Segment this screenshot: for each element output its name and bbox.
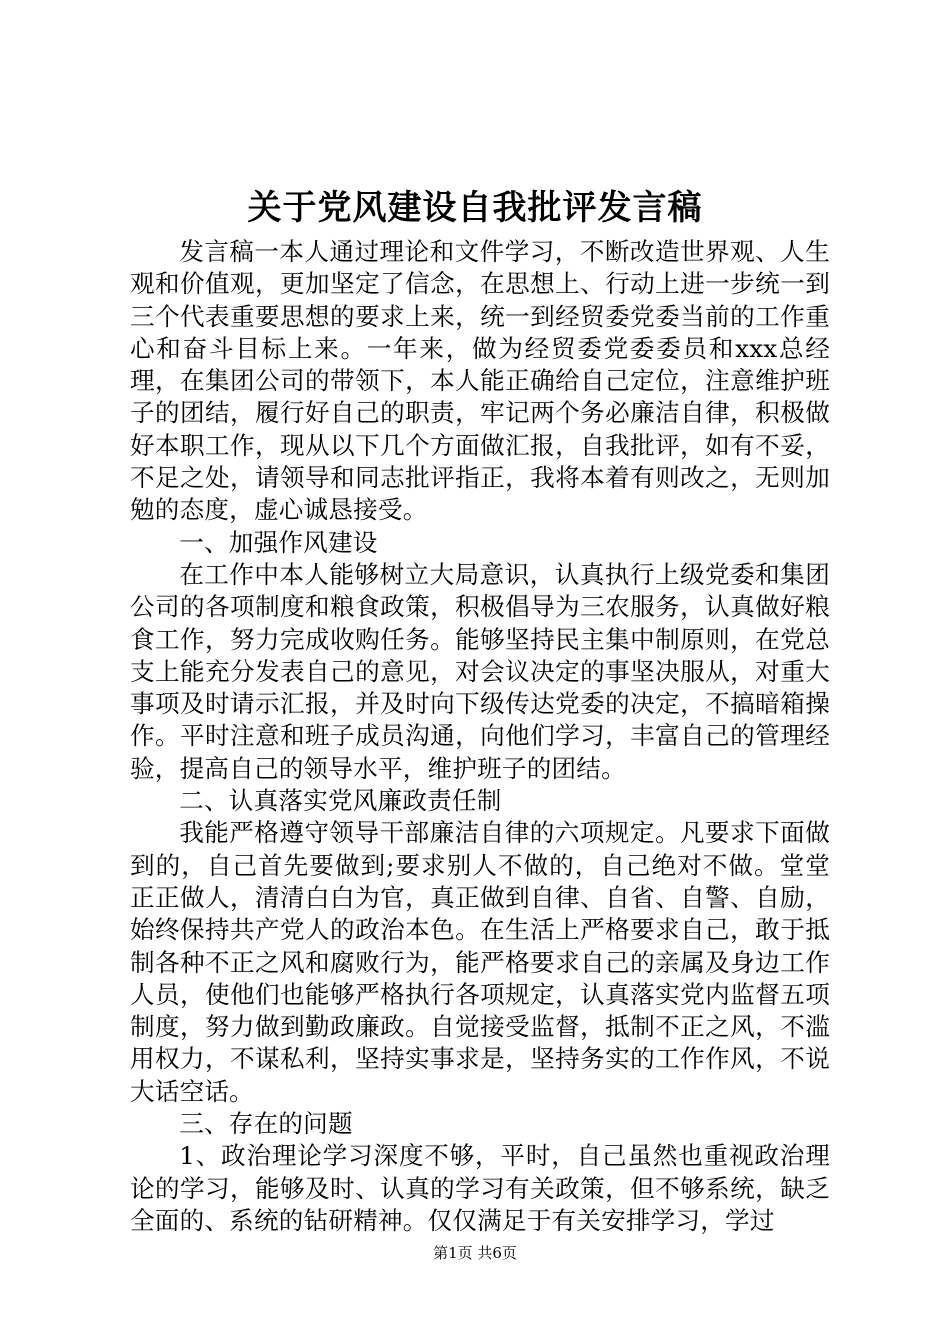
section-heading-3: 三、存在的问题 (179, 1109, 353, 1139)
paragraph-section-3: 1、政治理论学习深度不够，平时，自己虽然也重视政治理论的学习，能够及时、认真的学习有关政策，但不够系统，缺乏全面的、系统的钻研精神。仅仅满足于有关安排学习，学过 (130, 1141, 830, 1235)
document-title: 关于党风建设自我批评发言稿 (247, 188, 703, 228)
page-footer: 第1页 共6页 (433, 1244, 517, 1262)
document-body (130, 236, 830, 1237)
paragraph-section-1: 在工作中本人能够树立大局意识，认真执行上级党委和集团公司的各项制度和粮食政策，积极倡导为三农服务，认真做好粮食工作，努力完成收购任务。能够坚持民主集中制原则，在党总支上能充分发表自己的意见，对会议决定的事坚决服从，对重大事项及时请示汇报，并及时向下级传达党委的决定，不搞暗箱操作。平时注意和班子成员沟通，向他们学习，丰富自己的管理经验，提高自己的领导水平，维护班子的团结。 (130, 559, 830, 783)
paragraph-intro: 发言稿一本人通过理论和文件学习，不断改造世界观、人生观和价值观，更加坚定了信念，在思想上、行动上进一步统一到三个代表重要思想的要求上来，统一到经贸委党委当前的工作重心和奋斗目标上来。一年来，做为经贸委党委委员和xxx总经理，在集团公司的带领下，本人能正确给自己定位，注意维护班子的团结，履行好自己的职责，牢记两个务必廉洁自律，积极做好本职工作，现从以下几个方面做汇报，自我批评，如有不妥，不足之处，请领导和同志批评指正，我将本着有则改之，无则加勉的态度，虚心诚恳接受。 (130, 237, 830, 525)
section-heading-1: 一、加强作风建设 (179, 527, 378, 557)
section-heading-2: 二、认真落实党风廉政责任制 (179, 786, 502, 816)
paragraph-section-2: 我能严格遵守领导干部廉洁自律的六项规定。凡要求下面做到的，自己首先要做到;要求别人不做的，自己绝对不做。堂堂正正做人，清清白白为官，真正做到自律、自省、自警、自励，始终保持共产党人的政治本色。在生活上严格要求自己，敢于抵制各种不正之风和腐败行为，能严格要求自己的亲属及身边工作人员，使他们也能够严格执行各项规定，认真落实党内监督五项制度，努力做到勤政廉政。自觉接受监督，抵制不正之风，不滥用权力，不谋私利，坚持实事求是，坚持务实的工作作风，不说大话空话。 (130, 818, 830, 1106)
